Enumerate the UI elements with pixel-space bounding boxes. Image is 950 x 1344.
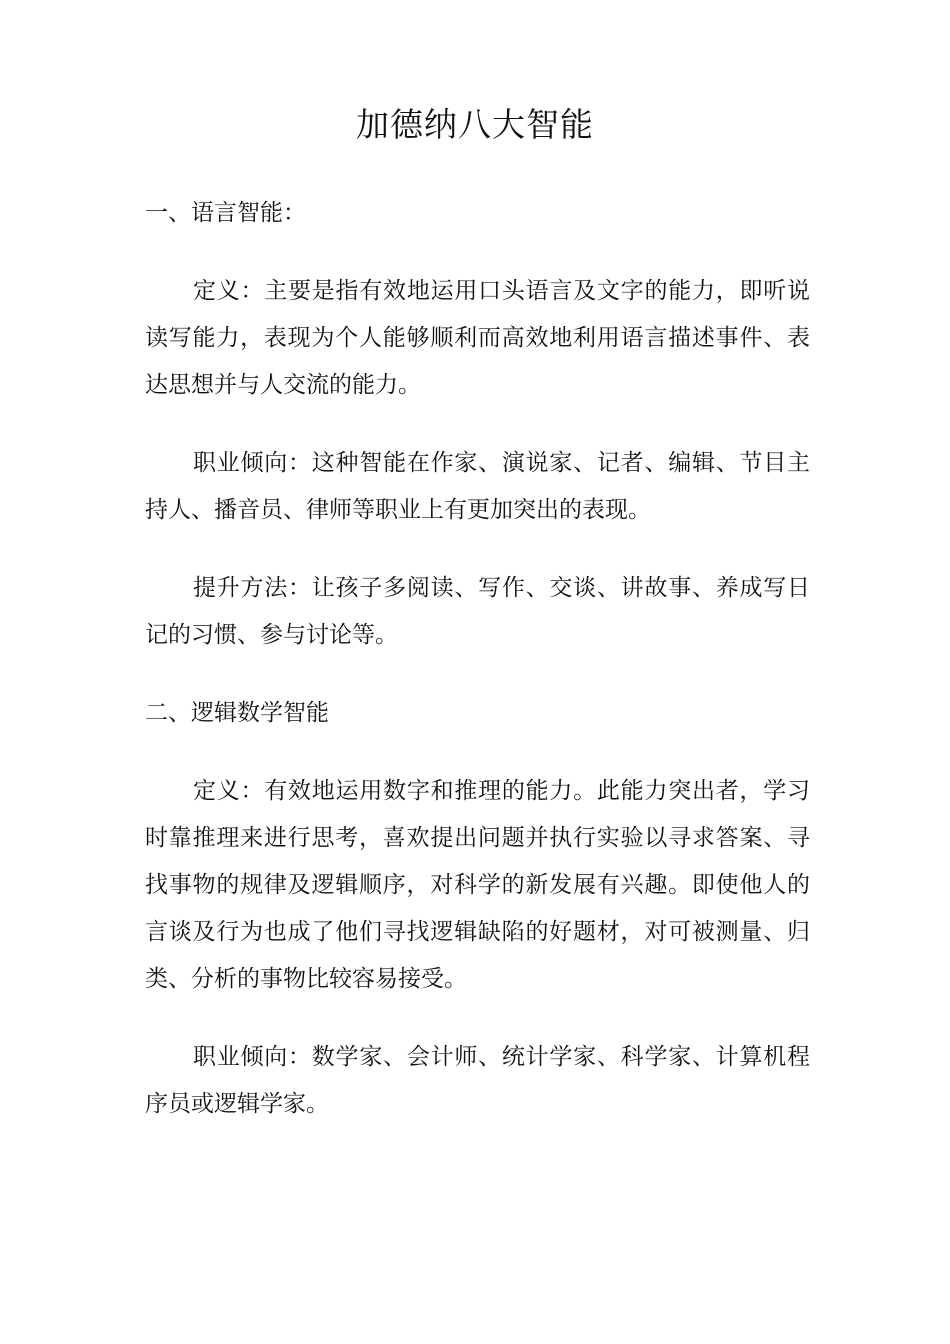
career-paragraph: 职业倾向：数学家、会计师、统计学家、科学家、计算机程序员或逻辑学家。	[145, 1044, 810, 1117]
section-linguistic-intelligence	[145, 190, 810, 659]
section-heading: 二、逻辑数学智能	[145, 700, 329, 726]
document-body	[145, 190, 810, 1159]
definition-paragraph: 定义：主要是指有效地运用口头语言及文字的能力，即听说读写能力，表现为个人能够顺利而高效地利用语言描述事件、表达思想并与人交流的能力。	[145, 278, 810, 398]
document-title: 加德纳八大智能	[356, 105, 594, 144]
career-paragraph: 职业倾向：这种智能在作家、演说家、记者、编辑、节目主持人、播音员、律师等职业上有更加突出的表现。	[145, 450, 810, 523]
section-logical-mathematical-intelligence	[145, 690, 810, 1128]
definition-paragraph: 定义：有效地运用数字和推理的能力。此能力突出者，学习时靠推理来进行思考，喜欢提出问题并执行实验以寻求答案、寻找事物的规律及逻辑顺序，对科学的新发展有兴趣。即使他人的言谈及行为也成了他们寻找逻辑缺陷的好题材，对可被测量、归类、分析的事物比较容易接受。	[145, 778, 810, 992]
section-heading: 一、语言智能：	[145, 200, 306, 226]
method-paragraph: 提升方法：让孩子多阅读、写作、交谈、讲故事、养成写日记的习惯、参与讨论等。	[145, 575, 810, 648]
